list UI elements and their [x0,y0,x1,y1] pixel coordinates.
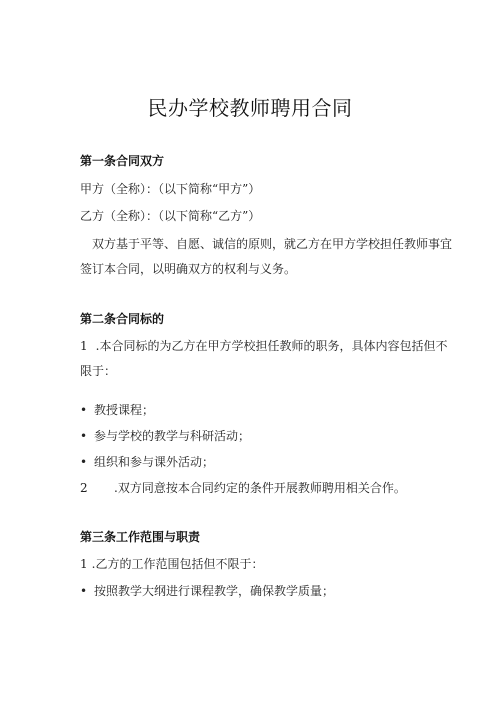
section-3-item-1-text: .乙方的工作范围包括但不限于： [91,557,264,571]
list-item-text: 参与学校的教学与科研活动； [94,429,251,443]
party-b-line: 乙方（全称）：（以下简称“乙方”） [80,209,261,223]
section-1-paragraph-line-2: 签订本合同，以明确双方的权利与义务。 [80,262,297,276]
document-title: 民办学校教师聘用合同 [147,96,353,120]
list-item [80,582,334,599]
list-item [80,427,250,444]
section-2-item-2-text: .双方同意按本合同约定的条件开展教师聘用相关合作。 [114,481,406,495]
section-3-item-1 [80,555,263,572]
section-2-item-2 [80,479,406,496]
section-2-item-1-line-2: 限于： [80,364,117,378]
party-a-line: 甲方（全称）：（以下简称“甲方”） [80,182,261,196]
bullet-icon: • [80,429,88,443]
list-item-text: 教授课程； [94,403,155,417]
section-2-item-2-number: 2 [80,481,88,495]
list-item-text: 按照教学大纲进行课程教学，确保教学质量； [94,584,335,598]
list-item [80,453,214,470]
bullet-icon: • [80,403,88,417]
bullet-icon: • [80,455,88,469]
list-item [80,401,154,418]
list-item-text: 组织和参与课外活动； [94,455,215,469]
section-2-item-1-line-1 [80,337,447,354]
section-2-item-1-text: .本合同标的为乙方在甲方学校担任教师的职务，具体内容包括但不 [95,339,448,353]
section-3-heading: 第三条工作范围与职责 [80,530,201,544]
section-2-heading: 第二条合同标的 [80,312,165,326]
section-3-item-1-number: 1 [80,557,88,571]
section-1-paragraph-line-1: 双方基于平等、自愿、诚信的原则，就乙方在甲方学校担任教师事宜 [92,237,453,251]
section-2-item-1-number: 1 [80,339,88,353]
bullet-icon: • [80,584,88,598]
section-1-heading: 第一条合同双方 [80,154,165,168]
